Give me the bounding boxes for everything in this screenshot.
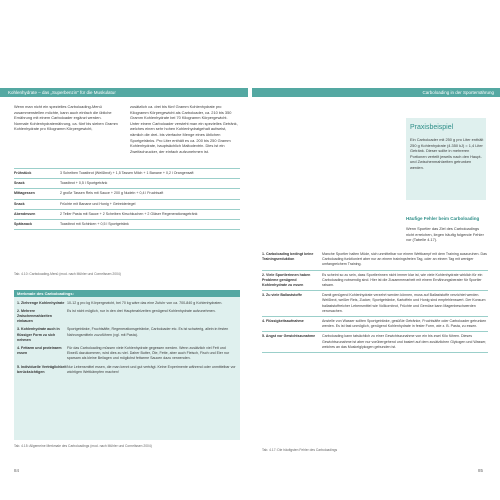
- meal-items: Toastbrot mit Schinken + 0,5 l Sportgetränk: [60, 222, 129, 227]
- common-errors-table: [262, 250, 488, 353]
- meal-label: Frühstück: [14, 171, 32, 175]
- table-row: [14, 209, 240, 219]
- error-text: Carboloading kann tatsächlich zu einer Gewichtszunahme von ein bis zwei Kilo führen. Dieses Gewichtszunahme ist aber nur vorübergehend und basiert auf dem zusätzlichen Glykogen und Wasser, welches an das Muskelglykogen gebunden ist.: [322, 334, 487, 349]
- feature-label: 4. Fettarm und proteinarm essen: [17, 345, 62, 356]
- table-row: [262, 271, 488, 292]
- table-row: [17, 344, 237, 363]
- intro-rule: Normale Kohlenhydratemährung, ca. fünf bis sieben Gramm Kohlenhydrate pro Kilogramm Körpergewicht,: [14, 120, 118, 132]
- error-label: 2. Viele Sportlerinnen haben Probleme genügend Kohlenhydrate zu essen: [262, 272, 311, 288]
- feature-text: 10-12 g pro kg Körpergewicht, bei 70 kg wäre das eine Zufuhr von ca. 700-840 g Kohlenhydraten.: [67, 300, 223, 305]
- meal-items: 3 Scheiben Toastbrot (Weißbrot) + 1,5 Tassen Milch + 1 Banane + 0,2 l Orangensaft: [60, 171, 194, 175]
- feature-label: 5. Individuelle Verträglichkeit berücksichtigen: [17, 364, 67, 374]
- error-text: Anstelle von Wasser sollten Sportgetränke, gesüßte Getränke, Fruchtsäfte oder Carboloader getrunken werden. Es ist fast unmöglich, genügend Kohlenhydrate in fester Form, wie z. B. Pasta, zu essen.: [322, 319, 487, 329]
- table-caption: Tab. 4.17: Die häufigsten Fehler des Carboloadings: [262, 448, 338, 452]
- error-text: Damit genügend Kohlenhydrate verzehrt werden können, muss auf Ballaststoffe verzichtet werden. Weißbrot, weißer Reis, Zucker, Sportgetränke, Kartoffeln und Honig sind empfehlenswert. Der Konsum ballaststoffreicher Lebensmittel wie Vollkornbrot, Früchte und Gemüse kann Magenbeschwerden verursachen.: [322, 293, 486, 313]
- table-row: [17, 299, 237, 307]
- section-body: Wenn Sportler das Ziel des Carboloadings nicht erreichen, liegen häufig folgende Fehler vor (Tabelle 4.17).: [406, 226, 484, 243]
- meal-items: Früchte mit Banane und Honig + Getreideriegel: [60, 201, 136, 206]
- feature-label: 3. Kohlenhydrate auch in flüssiger Form zu sich nehmen: [17, 327, 60, 342]
- error-label: 4. Flüssigkeitsaufnahme: [262, 319, 304, 324]
- meal-items: 2 Teller Pasta mit Sauce + 2 Scheiben Kirschkuchen + 2 Gläser Regenerationsgetränk: [60, 211, 198, 216]
- error-text: Manche Sportler halten Müde, sich unmittelbar vor einem Wettkampf mit dem Training auszuruhen. Das Carboloading funktioniert aber nur an einem trainingsfreien Tag, oder an einem Tag mit weniger umfangreichem Training.: [322, 252, 487, 267]
- feature-text: Es ist nicht möglich, nur in den drei Hauptmahlzeiten genügend Kohlenhydrate aufzunehmen.: [67, 308, 216, 313]
- left-intro-col-2: [130, 104, 240, 154]
- feature-text: Sportgetränke, Fruchtsäfte, Regenerationsgetränke, Carboloader etc. Es ist schwierig, allein in festen Nahrungsmitteln zuzuführen (vgl. mit Pasta).: [67, 327, 229, 337]
- meal-label: Mittagessen: [14, 191, 35, 196]
- carboloading-menu-table: [14, 168, 240, 230]
- error-label: 1. Carboloading bedingt keine Trainingsreduktion: [262, 252, 314, 262]
- example-box-body: Ein Carboloader mit 250 g pro Liter enthält 250 g Kohlenhydrate (4.350 kJ) = 1,4 Liter Getränk. Dieser sollte in mehreren Portionen verteilt jeweils nach den Haupt- und Zwischenmahlzeiten getrunken werden.: [410, 137, 484, 170]
- features-table-title: Merkmale des Carboloadings:: [14, 290, 240, 297]
- table-row: [14, 178, 240, 188]
- feature-label: 1. Ziehrenge Kohlenhydrate: [17, 300, 65, 305]
- meal-items: Toastbrot + 0,5 l Sportgetränk: [60, 181, 108, 186]
- left-running-header: Kohlenhydrate – das „Superbenzin“ für die Muskulatur: [0, 88, 248, 97]
- table-row: [262, 291, 488, 317]
- table-caption: Tab. 4.15: Allgemeine Merkmale des Carboloadings (mod. nach Mühler und Cornelissen 2004): [14, 444, 152, 448]
- table-row: [262, 250, 488, 271]
- meal-label: Snack: [14, 181, 25, 186]
- table-row: [14, 199, 240, 209]
- carboloading-features-table: [17, 299, 237, 376]
- meal-label: Abendessen: [14, 211, 36, 216]
- feature-label: 2. Mehrere Zwischenmahlzeiten einbauen: [17, 308, 52, 324]
- intro-paragraph-2: Unter einem Carboloader versteht man ein spezielles Getränk, welches einen sehr hohen Kohlenhydratgehalt aufweist, nämlich die drei- bis vierfache Menge eines üblichen Sportgetränks. Pro Liter enthält es ca. 200 bis 250 Gramm Kohlenhydrate, hauptsächlich Maltodextrin. Dies ist ein Zweifachzucker, der einfach aufzunehmen ist.: [130, 120, 238, 154]
- table-row: [17, 363, 237, 376]
- section-heading: Häufige Fehler beim Carboloading: [406, 216, 480, 221]
- intro-rule-2: zusätzlich ca. drei bis fünf Gramm Kohlenhydrate pro Kilogramm Körpergewicht als Carboloader, ca. 210 bis 350 Gramm Kohlenhydrate bei 70 Kilogramm Körpergewicht.: [130, 104, 232, 121]
- table-row: [14, 219, 240, 230]
- feature-text: Nur Lebensmittel essen, die man kennt und gut verträgt. Keine Experimente während oder unmittelbar vor wichtigen Wettkämpfen machen!: [67, 364, 236, 374]
- error-text: Es scheint so zu sein, dass Sportlerinnen nicht immer klar ist, wie viele Kohlenhydrate wirklich für ein Carboloading notwendig sind. Hier ist die Zusammenarbeit mit einem Ernährungsberater für Sportler ratsam.: [322, 272, 483, 288]
- table-row: [14, 168, 240, 178]
- meal-items: 2 große Tassen Reis mit Sauce + 200 g Nudeln + 0,4 l Fruchtsaft: [60, 191, 164, 196]
- table-row: [17, 307, 237, 326]
- table-row: [14, 188, 240, 198]
- table-row: [262, 317, 488, 332]
- left-intro-col-1: [14, 104, 124, 132]
- table-caption: Tab. 4.10: Carboloading-Menü (mod. nach Mühler und Cornelissen 2004): [14, 272, 121, 276]
- page-number-right: 85: [478, 468, 484, 473]
- error-label: 5. Angst vor Gewichtszunahme: [262, 334, 316, 339]
- page-number-left: 84: [14, 468, 20, 473]
- table-row: [17, 326, 237, 345]
- feature-text: Für das Carboloading müssen viele Kohlenhydrate gegessen werden. Wenn zusätzlich viel Fett und Eiweiß dazukommen, wird dies zu viel. Daher Butter, Öle, Fette, aber auch Fleisch, Fisch und Eier nur sparsam als kleine Beilagen und möglichst fettarme Saucen dazu verwenden.: [67, 345, 230, 361]
- intro-paragraph: Wenn man nicht ein spezielles Carboloading-Menü zusammenstellen möchte, kann auch einfach die übliche Ernährung mit einem Carboloader ergänzt werden.: [14, 104, 112, 121]
- error-label: 3. Zu viele Ballaststoffe: [262, 293, 302, 298]
- table-row: [262, 332, 488, 353]
- example-box-title: Praxisbeispiel: [410, 124, 454, 131]
- right-running-header: Carboloading in der Sportemährung: [252, 88, 500, 97]
- meal-label: Spätsnack: [14, 222, 32, 227]
- meal-label: Snack: [14, 201, 25, 206]
